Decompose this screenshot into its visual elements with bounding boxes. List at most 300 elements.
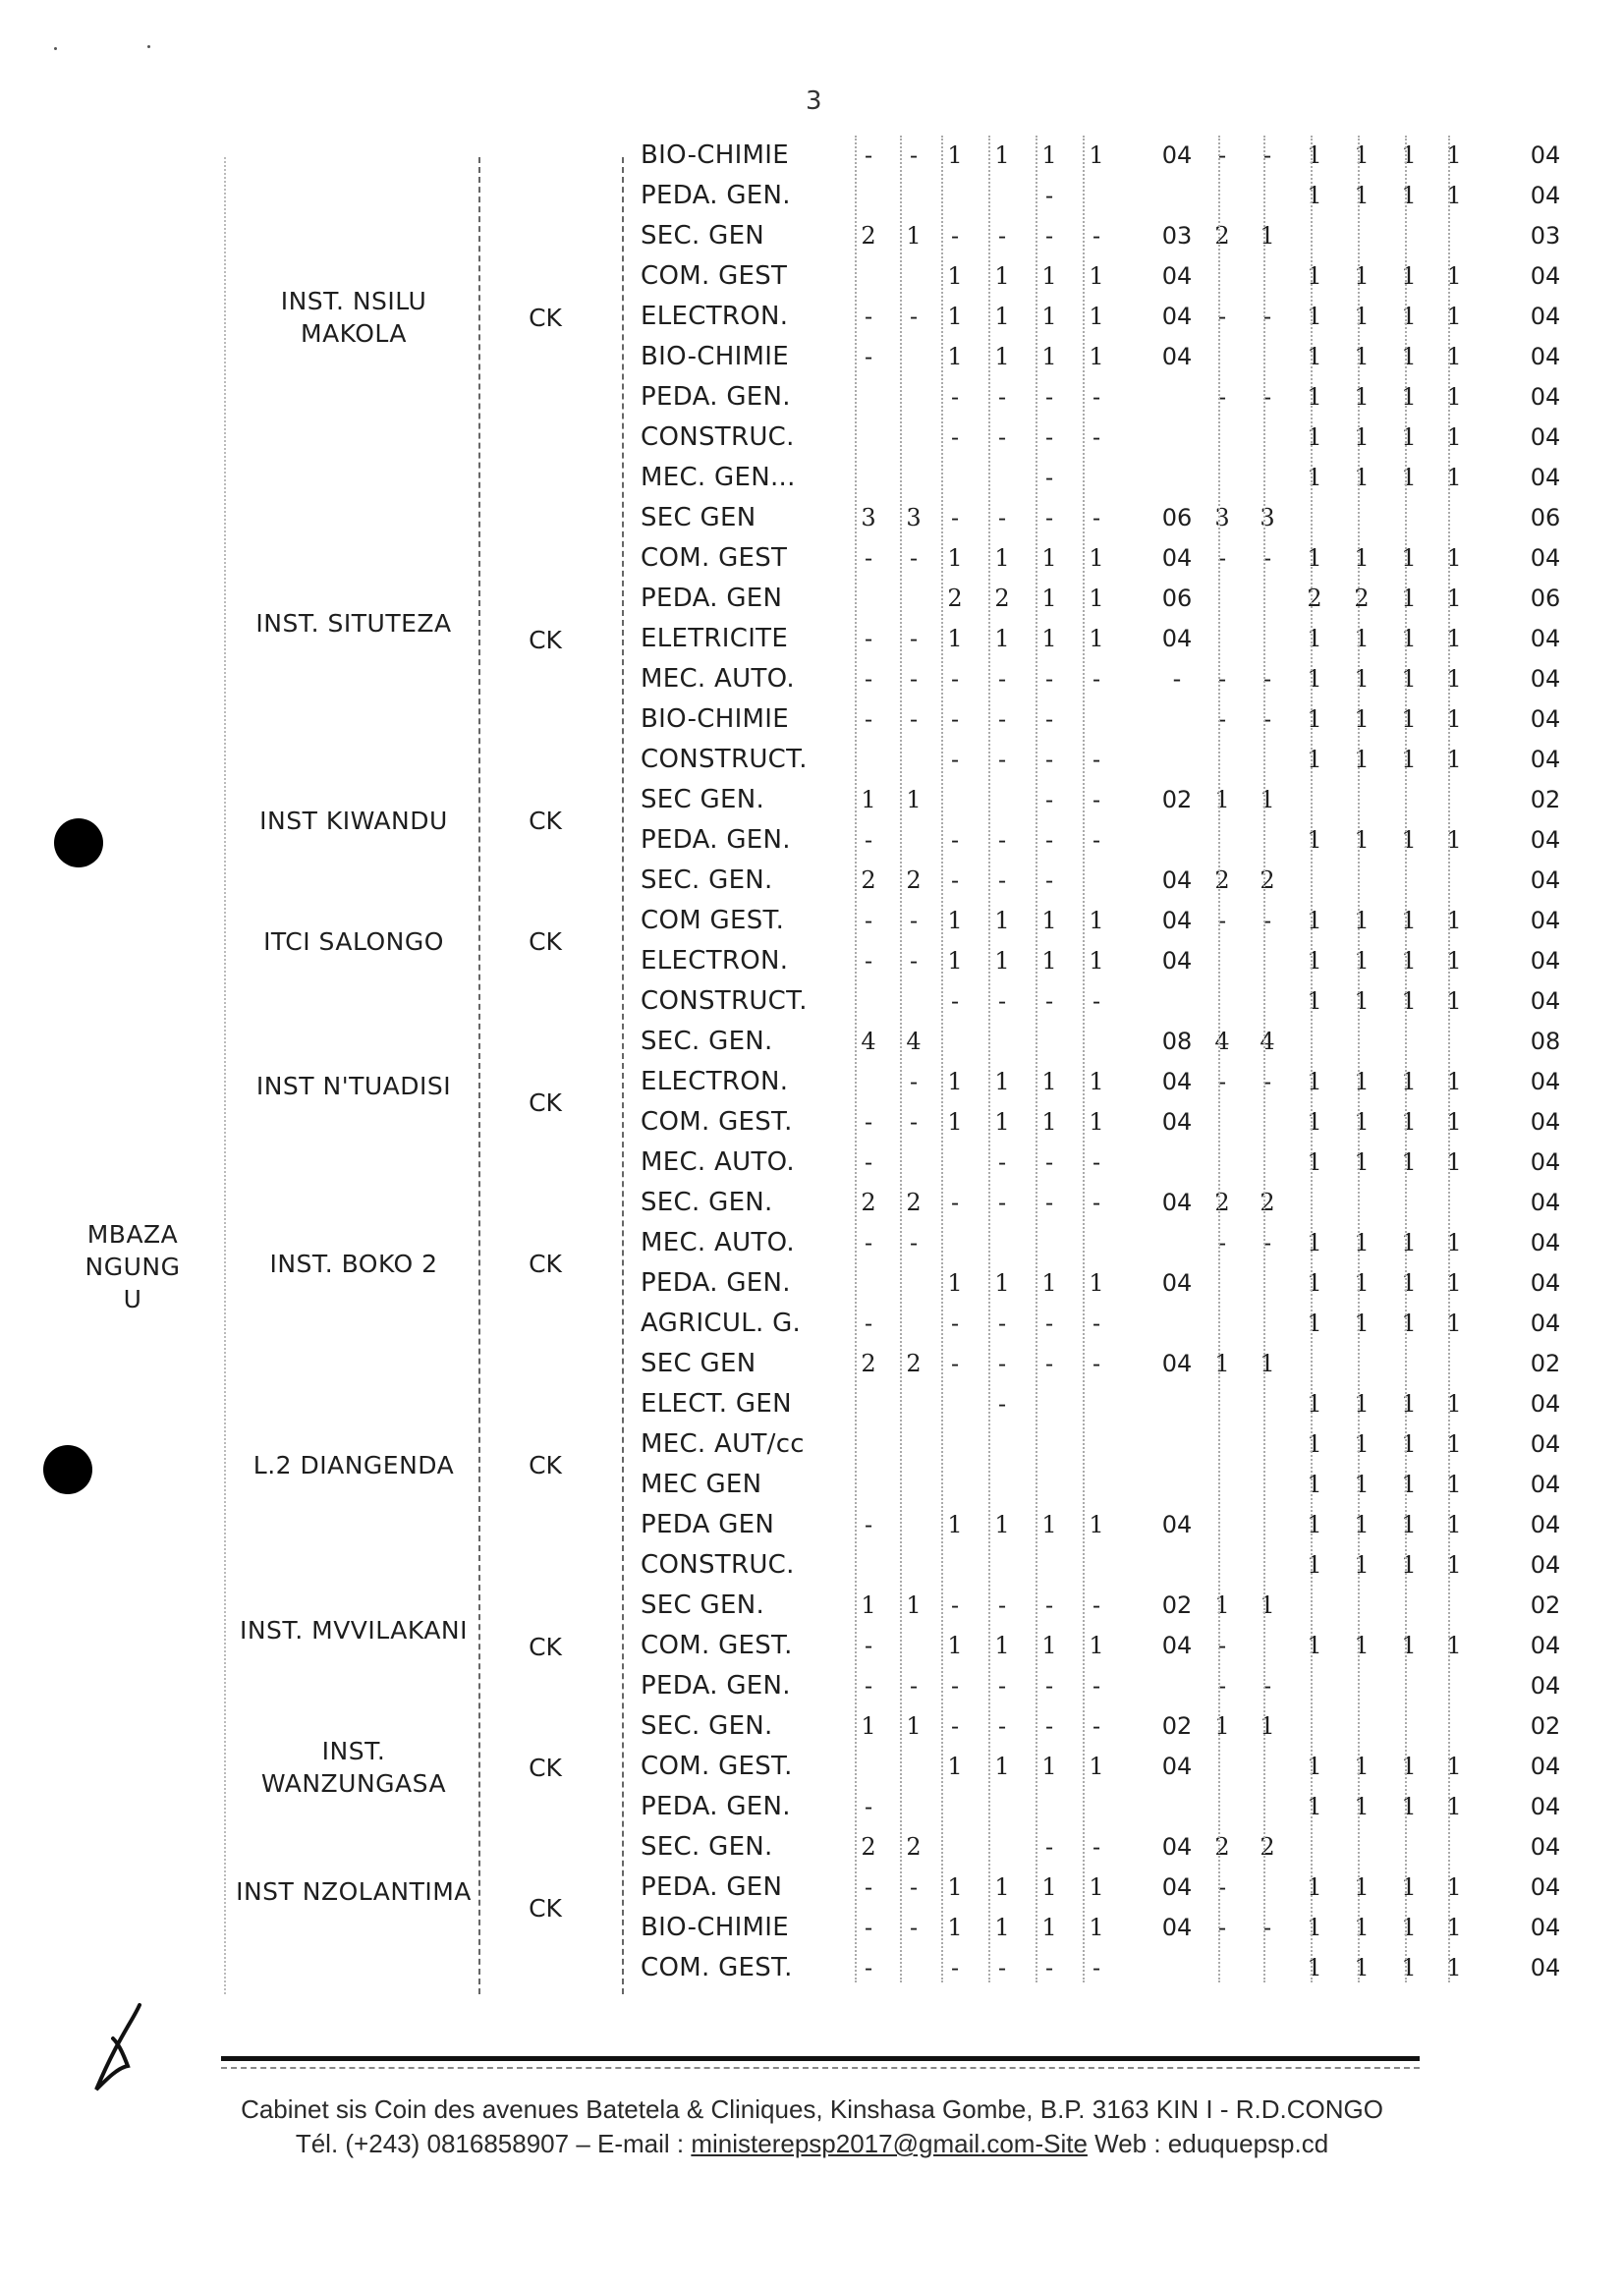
- class-count-cell-2: [1206, 337, 1238, 377]
- class-count-cell: 1: [994, 1068, 1010, 1095]
- class-count-cell-2: 1: [1307, 343, 1322, 370]
- class-count-cell-2: [1346, 1022, 1377, 1062]
- class-count-cell-2: 1: [1446, 544, 1462, 572]
- class-count-cell: [898, 1424, 929, 1465]
- row-total-2: 04: [1530, 1430, 1561, 1458]
- option-name: SEC. GEN: [641, 221, 765, 251]
- class-count-cell-2: 1: [1354, 1551, 1370, 1579]
- row-total: 04: [1161, 343, 1193, 370]
- class-count-cell: -: [997, 423, 1007, 451]
- class-count-cell-2: 1: [1260, 1591, 1275, 1619]
- option-name: ELECTRON.: [641, 946, 789, 976]
- class-count-cell: 2: [994, 585, 1010, 612]
- class-count-cell-2: -: [1262, 1068, 1272, 1095]
- class-count-cell-2: 1: [1401, 705, 1417, 733]
- class-count-cell: [853, 1384, 884, 1424]
- class-count-cell: -: [864, 1511, 873, 1538]
- class-count-cell-2: 1: [1354, 464, 1370, 491]
- row-total: -: [1172, 665, 1182, 693]
- footer-email-link[interactable]: ministerepsp2017@gmail.com-Site: [691, 2129, 1088, 2158]
- class-count-cell-2: 1: [1401, 665, 1417, 693]
- class-count-cell-2: [1206, 1948, 1238, 1988]
- class-count-cell-2: 1: [1354, 947, 1370, 975]
- school-type: CK: [529, 625, 562, 654]
- class-count-cell-2: 1: [1260, 1712, 1275, 1740]
- class-count-cell: [1081, 1465, 1112, 1505]
- class-count-cell-2: 1: [1401, 826, 1417, 854]
- class-count-cell-2: 2: [1214, 1189, 1230, 1216]
- row-total: 04: [1161, 866, 1193, 894]
- class-count-cell: -: [997, 383, 1007, 411]
- row-total: [1152, 176, 1202, 216]
- class-count-cell: [1034, 1465, 1065, 1505]
- class-count-cell-2: [1299, 780, 1330, 820]
- class-count-cell: 1: [1041, 262, 1057, 290]
- class-count-cell-2: [1252, 337, 1283, 377]
- class-count-cell-2: [1252, 256, 1283, 297]
- class-count-cell-2: [1252, 1102, 1283, 1143]
- school-type: CK: [529, 927, 562, 956]
- class-count-cell: [898, 740, 929, 780]
- class-count-cell-2: 1: [1401, 1108, 1417, 1136]
- class-count-cell-2: 1: [1354, 1793, 1370, 1820]
- class-count-cell-2: 1: [1401, 544, 1417, 572]
- row-total: [1152, 699, 1202, 740]
- class-count-cell: 4: [861, 1028, 876, 1055]
- row-total: [1152, 740, 1202, 780]
- class-count-cell: -: [864, 1632, 873, 1659]
- table-row: [0, 1344, 1624, 1384]
- class-count-cell-2: 1: [1354, 665, 1370, 693]
- class-count-cell: -: [864, 625, 873, 652]
- class-count-cell-2: 2: [1260, 866, 1275, 894]
- table-row: [0, 176, 1624, 216]
- class-count-cell: 1: [994, 343, 1010, 370]
- class-count-cell: -: [1092, 504, 1101, 531]
- class-count-cell-2: 1: [1401, 1793, 1417, 1820]
- school-name: INST. SITUTEZA: [255, 608, 452, 638]
- option-name: SEC. GEN.: [641, 865, 773, 895]
- class-count-cell: -: [950, 383, 960, 411]
- row-total-2: 04: [1530, 1551, 1561, 1579]
- class-count-cell: -: [1092, 1833, 1101, 1861]
- class-count-cell: 2: [906, 866, 922, 894]
- class-count-cell-2: -: [1217, 1873, 1227, 1901]
- class-count-cell-2: 1: [1446, 182, 1462, 209]
- class-count-cell: -: [950, 1189, 960, 1216]
- class-count-cell-2: [1206, 1102, 1238, 1143]
- table-row: [0, 1505, 1624, 1545]
- row-total-2: 04: [1530, 303, 1561, 330]
- class-count-cell-2: 1: [1354, 544, 1370, 572]
- class-count-cell-2: [1252, 1747, 1283, 1787]
- class-count-cell: -: [1044, 1833, 1054, 1861]
- row-total: 04: [1161, 1108, 1193, 1136]
- class-count-cell: -: [997, 866, 1007, 894]
- class-count-cell: 1: [1089, 1108, 1104, 1136]
- school-name: ITCI SALONGO: [263, 926, 444, 956]
- scan-speck: [54, 47, 57, 50]
- row-total-2: 04: [1530, 141, 1561, 169]
- option-name: PEDA. GEN.: [641, 825, 791, 855]
- class-count-cell-2: [1346, 1827, 1377, 1868]
- class-count-cell-2: 1: [1401, 987, 1417, 1015]
- class-count-cell: 1: [947, 1632, 963, 1659]
- class-count-cell-2: [1299, 1666, 1330, 1706]
- option-name: PEDA. GEN.: [641, 1268, 791, 1298]
- class-count-cell-2: 1: [1307, 826, 1322, 854]
- table-row: [0, 1022, 1624, 1062]
- row-total: [1152, 1424, 1202, 1465]
- class-count-cell: -: [1044, 182, 1054, 209]
- class-count-cell: -: [909, 303, 919, 330]
- class-count-cell: -: [1092, 987, 1101, 1015]
- class-count-cell-2: 1: [1307, 1390, 1322, 1418]
- class-count-cell-2: 1: [1401, 1269, 1417, 1297]
- class-count-cell: -: [1044, 423, 1054, 451]
- class-count-cell-2: 1: [1401, 1873, 1417, 1901]
- class-count-cell: -: [909, 625, 919, 652]
- row-total-2: 02: [1530, 786, 1561, 813]
- table-row: [0, 1143, 1624, 1183]
- class-count-cell-2: [1206, 941, 1238, 981]
- row-total: 04: [1161, 1753, 1193, 1780]
- row-total-2: 04: [1530, 1471, 1561, 1498]
- class-count-cell: -: [950, 826, 960, 854]
- class-count-cell: 3: [861, 504, 876, 531]
- option-name: COM. GEST.: [641, 1752, 793, 1781]
- class-count-cell-2: 1: [1446, 1551, 1462, 1579]
- option-name: BIO-CHIMIE: [641, 704, 789, 734]
- class-count-cell: -: [1044, 987, 1054, 1015]
- row-total-2: 04: [1530, 423, 1561, 451]
- row-total-2: 04: [1530, 1873, 1561, 1901]
- class-count-cell-2: [1206, 1747, 1238, 1787]
- class-count-cell: [898, 820, 929, 861]
- class-count-cell: 1: [1041, 907, 1057, 934]
- class-count-cell-2: [1206, 1787, 1238, 1827]
- row-total-2: 04: [1530, 1753, 1561, 1780]
- class-count-cell: [853, 418, 884, 458]
- option-name: SEC. GEN.: [641, 1027, 773, 1056]
- row-total-2: 04: [1530, 947, 1561, 975]
- class-count-cell: -: [1044, 383, 1054, 411]
- class-count-cell-2: 1: [1354, 1430, 1370, 1458]
- table-row: [0, 1908, 1624, 1948]
- table-row: [0, 1384, 1624, 1424]
- class-count-cell: -: [950, 1672, 960, 1700]
- class-count-cell-2: 1: [1307, 1551, 1322, 1579]
- class-count-cell: -: [997, 1148, 1007, 1176]
- class-count-cell: 1: [1089, 585, 1104, 612]
- class-count-cell-2: 1: [1446, 464, 1462, 491]
- class-count-cell: 1: [994, 303, 1010, 330]
- class-count-cell-2: 1: [1446, 1954, 1462, 1981]
- class-count-cell-2: 1: [1446, 141, 1462, 169]
- row-total: [1152, 1948, 1202, 1988]
- class-count-cell-2: 1: [1401, 262, 1417, 290]
- row-total-2: 04: [1530, 383, 1561, 411]
- class-count-cell: 2: [906, 1350, 922, 1377]
- class-count-cell: -: [864, 947, 873, 975]
- class-count-cell-2: 1: [1446, 1269, 1462, 1297]
- row-total-2: 08: [1530, 1028, 1561, 1055]
- class-count-cell: [898, 981, 929, 1022]
- class-count-cell-2: [1438, 216, 1470, 256]
- school-type: CK: [529, 1894, 562, 1923]
- row-total: [1152, 458, 1202, 498]
- option-name: PEDA. GEN.: [641, 1792, 791, 1821]
- footer-web: Web : eduquepsp.cd: [1087, 2129, 1329, 2158]
- class-count-cell-2: [1393, 1706, 1425, 1747]
- class-count-cell-2: 1: [1307, 464, 1322, 491]
- class-count-cell: [898, 1505, 929, 1545]
- class-count-cell-2: [1438, 1586, 1470, 1626]
- row-total: 06: [1161, 585, 1193, 612]
- class-count-cell: [939, 1787, 971, 1827]
- table-row: [0, 418, 1624, 458]
- class-count-cell-2: -: [1262, 383, 1272, 411]
- row-total: [1152, 1304, 1202, 1344]
- class-count-cell-2: -: [1262, 1672, 1272, 1700]
- class-count-cell: -: [1092, 1954, 1101, 1981]
- school-name: INST. WANZUNGASA: [260, 1736, 447, 1798]
- school-name: INST. MVVILAKANI: [239, 1615, 469, 1645]
- class-count-cell-2: 1: [1354, 1511, 1370, 1538]
- class-count-cell-2: [1206, 820, 1238, 861]
- option-name: BIO-CHIMIE: [641, 1913, 789, 1942]
- school-name: INST. BOKO 2: [269, 1249, 438, 1278]
- class-count-cell-2: 1: [1446, 625, 1462, 652]
- class-count-cell: 1: [994, 947, 1010, 975]
- class-count-cell-2: [1252, 1143, 1283, 1183]
- class-count-cell-2: [1393, 1183, 1425, 1223]
- class-count-cell-2: [1393, 1344, 1425, 1384]
- class-count-cell-2: 2: [1214, 1833, 1230, 1861]
- class-count-cell: -: [909, 141, 919, 169]
- class-count-cell-2: -: [1262, 544, 1272, 572]
- class-count-cell: [898, 418, 929, 458]
- row-total: 03: [1161, 222, 1193, 250]
- class-count-cell: 1: [947, 1269, 963, 1297]
- class-count-cell-2: 1: [1354, 907, 1370, 934]
- option-name: COM. GEST: [641, 543, 788, 573]
- class-count-cell: -: [997, 1189, 1007, 1216]
- class-count-cell-2: 1: [1307, 1873, 1322, 1901]
- row-total-2: 04: [1530, 1068, 1561, 1095]
- class-count-cell: -: [997, 1310, 1007, 1337]
- class-count-cell: 1: [947, 907, 963, 934]
- class-count-cell-2: -: [1262, 705, 1272, 733]
- class-count-cell: -: [864, 1914, 873, 1941]
- class-count-cell: 1: [994, 1511, 1010, 1538]
- class-count-cell-2: [1346, 1183, 1377, 1223]
- class-count-cell-2: 1: [1354, 705, 1370, 733]
- class-count-cell: 1: [1089, 625, 1104, 652]
- class-count-cell: 2: [861, 1833, 876, 1861]
- class-count-cell: 1: [947, 262, 963, 290]
- class-count-cell-2: 1: [1446, 423, 1462, 451]
- row-total: [1152, 1787, 1202, 1827]
- class-count-cell-2: 1: [1354, 141, 1370, 169]
- class-count-cell-2: 1: [1401, 947, 1417, 975]
- row-total-2: 04: [1530, 665, 1561, 693]
- class-count-cell: [939, 176, 971, 216]
- class-count-cell: [853, 1263, 884, 1304]
- footer-phone: Tél. (+243) 0816858907 – E-mail :: [295, 2129, 692, 2158]
- class-count-cell-2: 1: [1214, 786, 1230, 813]
- school-name: L.2 DIANGENDA: [252, 1450, 455, 1479]
- class-count-cell-2: 1: [1354, 1068, 1370, 1095]
- row-total: 04: [1161, 1350, 1193, 1377]
- class-count-cell: 1: [1041, 544, 1057, 572]
- class-count-cell: [939, 780, 971, 820]
- class-count-cell-2: 1: [1214, 1712, 1230, 1740]
- class-count-cell: 1: [947, 1753, 963, 1780]
- row-total-2: 04: [1530, 1914, 1561, 1941]
- class-count-cell: 1: [994, 1108, 1010, 1136]
- class-count-cell: [939, 458, 971, 498]
- class-count-cell: 1: [1041, 1632, 1057, 1659]
- class-count-cell: -: [997, 826, 1007, 854]
- class-count-cell: [939, 1424, 971, 1465]
- class-count-cell-2: [1252, 1787, 1283, 1827]
- class-count-cell-2: [1438, 1183, 1470, 1223]
- class-count-cell-2: -: [1217, 383, 1227, 411]
- option-name: ELECTRON.: [641, 1067, 789, 1096]
- class-count-cell-2: 1: [1401, 1148, 1417, 1176]
- class-count-cell: 1: [906, 1591, 922, 1619]
- option-name: ELECT. GEN: [641, 1389, 792, 1419]
- row-total: 04: [1161, 262, 1193, 290]
- class-count-cell-2: [1346, 1586, 1377, 1626]
- class-count-cell: [1034, 1384, 1065, 1424]
- row-total-2: 04: [1530, 464, 1561, 491]
- class-count-cell-2: 1: [1307, 1068, 1322, 1095]
- table-row: [0, 1948, 1624, 1988]
- class-count-cell: [853, 1424, 884, 1465]
- class-count-cell-2: [1346, 1706, 1377, 1747]
- option-name: PEDA GEN: [641, 1510, 775, 1539]
- row-total: 04: [1161, 303, 1193, 330]
- class-count-cell: 1: [1041, 1269, 1057, 1297]
- class-count-cell: -: [997, 1672, 1007, 1700]
- school-type: CK: [529, 1451, 562, 1479]
- class-count-cell-2: [1299, 1183, 1330, 1223]
- row-total: [1152, 1545, 1202, 1586]
- option-name: MEC GEN: [641, 1470, 762, 1499]
- class-count-cell: -: [909, 544, 919, 572]
- class-count-cell: -: [950, 1310, 960, 1337]
- row-total-2: 04: [1530, 1310, 1561, 1337]
- class-count-cell: -: [950, 1712, 960, 1740]
- class-count-cell: -: [950, 504, 960, 531]
- class-count-cell-2: 2: [1260, 1833, 1275, 1861]
- row-total-2: 02: [1530, 1591, 1561, 1619]
- class-count-cell: [939, 1827, 971, 1868]
- row-total-2: 04: [1530, 1148, 1561, 1176]
- class-count-cell-2: [1346, 1344, 1377, 1384]
- option-name: PEDA. GEN.: [641, 382, 791, 412]
- class-count-cell: -: [864, 1108, 873, 1136]
- class-count-cell-2: 4: [1214, 1028, 1230, 1055]
- class-count-cell: 1: [1089, 141, 1104, 169]
- class-count-cell-2: -: [1217, 705, 1227, 733]
- table-row: [0, 1827, 1624, 1868]
- class-count-cell-2: [1299, 1586, 1330, 1626]
- option-name: PEDA. GEN.: [641, 1671, 791, 1701]
- class-count-cell: -: [864, 826, 873, 854]
- option-name: MEC. AUTO.: [641, 664, 795, 694]
- class-count-cell-2: [1252, 176, 1283, 216]
- class-count-cell: 1: [1041, 585, 1057, 612]
- class-count-cell-2: [1206, 981, 1238, 1022]
- class-count-cell: 2: [861, 1189, 876, 1216]
- class-count-cell-2: 1: [1307, 383, 1322, 411]
- class-count-cell-2: 1: [1446, 1753, 1462, 1780]
- row-total: [1152, 1465, 1202, 1505]
- class-count-cell-2: 1: [1354, 1914, 1370, 1941]
- class-count-cell: [1081, 861, 1112, 901]
- class-count-cell-2: 1: [1446, 1068, 1462, 1095]
- class-count-cell: [898, 176, 929, 216]
- table-row: [0, 498, 1624, 538]
- option-name: COM. GEST: [641, 261, 788, 291]
- class-count-cell: [1081, 1787, 1112, 1827]
- class-count-cell-2: 2: [1214, 866, 1230, 894]
- class-count-cell-2: [1206, 1505, 1238, 1545]
- class-count-cell: 1: [1089, 262, 1104, 290]
- class-count-cell: -: [909, 1229, 919, 1256]
- option-name: PEDA. GEN: [641, 1872, 783, 1902]
- class-count-cell-2: [1252, 1868, 1283, 1908]
- class-count-cell: -: [909, 1068, 919, 1095]
- class-count-cell: [1081, 699, 1112, 740]
- class-count-cell-2: 1: [1307, 907, 1322, 934]
- class-count-cell: -: [1044, 665, 1054, 693]
- option-name: SEC GEN.: [641, 785, 765, 814]
- class-count-cell-2: 1: [1307, 665, 1322, 693]
- class-count-cell-2: [1252, 941, 1283, 981]
- class-count-cell-2: 1: [1401, 1954, 1417, 1981]
- class-count-cell-2: 1: [1401, 423, 1417, 451]
- class-count-cell-2: 1: [1401, 182, 1417, 209]
- class-count-cell: -: [997, 1712, 1007, 1740]
- class-count-cell: -: [997, 746, 1007, 773]
- table-row: [0, 1304, 1624, 1344]
- class-count-cell-2: [1438, 780, 1470, 820]
- class-count-cell-2: 1: [1214, 1591, 1230, 1619]
- row-total: 04: [1161, 947, 1193, 975]
- row-total: 04: [1161, 1873, 1193, 1901]
- row-total: 04: [1161, 1833, 1193, 1861]
- class-count-cell-2: [1252, 981, 1283, 1022]
- row-total: [1152, 1666, 1202, 1706]
- class-count-cell: -: [1092, 746, 1101, 773]
- class-count-cell: -: [864, 907, 873, 934]
- class-count-cell: 1: [994, 625, 1010, 652]
- class-count-cell: -: [1044, 746, 1054, 773]
- class-count-cell: [1034, 1545, 1065, 1586]
- class-count-cell: -: [909, 665, 919, 693]
- school-type: CK: [529, 807, 562, 835]
- class-count-cell-2: [1252, 1384, 1283, 1424]
- class-count-cell-2: 1: [1307, 625, 1322, 652]
- class-count-cell-2: [1252, 1465, 1283, 1505]
- class-count-cell: [853, 740, 884, 780]
- class-count-cell: 1: [906, 1712, 922, 1740]
- option-name: AGRICUL. G.: [641, 1309, 802, 1338]
